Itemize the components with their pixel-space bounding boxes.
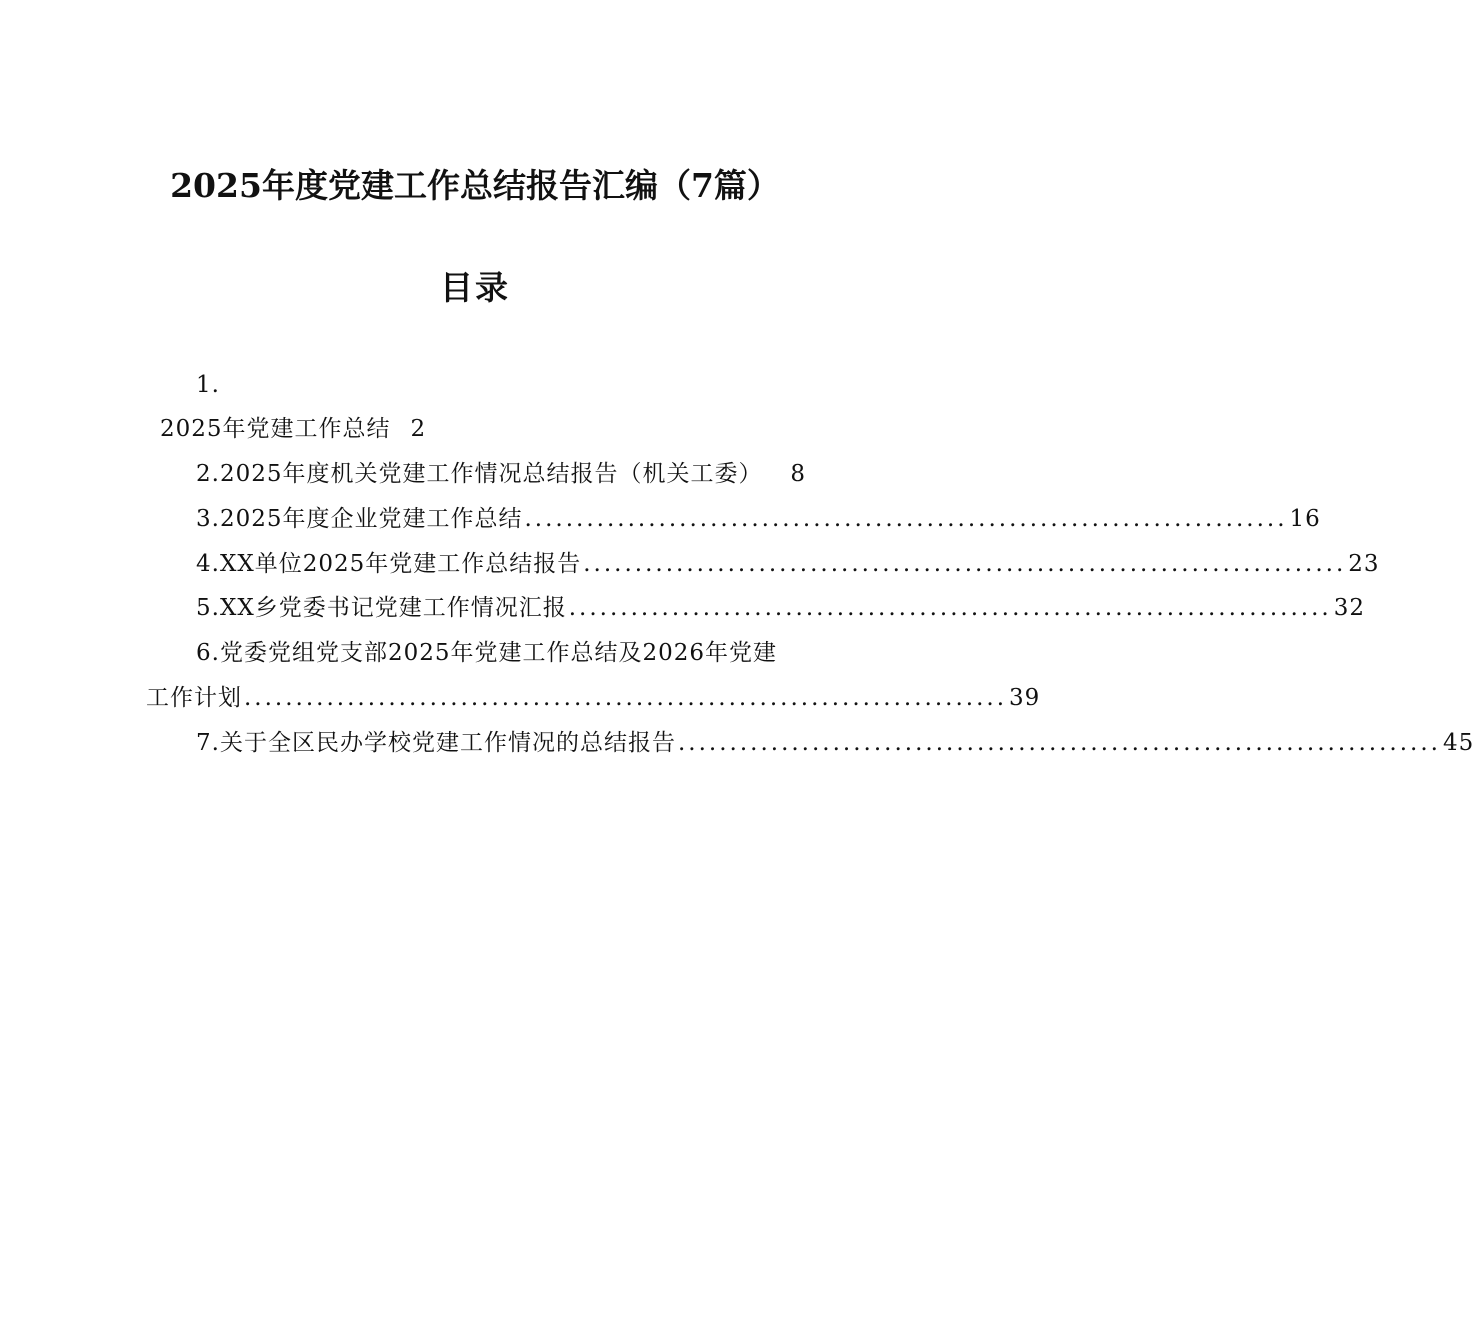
toc-leader-dots: ..........................................................................: [244, 685, 1008, 711]
toc-item-4-text: 4.XX单位2025年党建工作总结报告: [196, 551, 582, 577]
toc-item-3[interactable]: [196, 504, 1321, 534]
toc-item-4[interactable]: [196, 549, 1380, 579]
toc-item-7[interactable]: [196, 728, 1474, 758]
toc-leader-dots: ..........................................................................: [568, 595, 1332, 621]
toc-item-7-text: 7.关于全区民办学校党建工作情况的总结报告: [196, 730, 676, 756]
toc-item-5[interactable]: [196, 593, 1366, 623]
toc-leader-dots: ..........................................................................: [524, 506, 1288, 532]
toc-item-4-page: 23: [1348, 551, 1380, 577]
toc-item-2-text: 2.2025年度机关党建工作情况总结报告（机关工委）: [196, 461, 763, 487]
toc-item-6-page: 39: [1009, 685, 1041, 711]
toc-item-7-page: 45: [1442, 730, 1474, 756]
toc-item-6-text-line-1: 6.党委党组党支部2025年党建工作总结及2026年党建: [196, 640, 778, 666]
toc-item-1-text: 2025年党建工作总结: [160, 416, 391, 442]
toc-item-5-text: 5.XX乡党委书记党建工作情况汇报: [196, 595, 567, 621]
toc-item-3-page: 16: [1289, 506, 1321, 532]
toc-leader-dots: ..........................................................................: [677, 730, 1441, 756]
document-title: 2025年度党建工作总结报告汇编（7篇）: [170, 166, 780, 205]
toc-item-3-text: 3.2025年度企业党建工作总结: [196, 506, 523, 532]
toc-item-2[interactable]: [196, 459, 806, 489]
toc-item-6-line-1[interactable]: [196, 638, 806, 668]
toc-item-1[interactable]: [160, 414, 426, 444]
toc-item-6-text-line-2: 工作计划: [146, 685, 242, 711]
toc-item-1-page: 2: [410, 416, 427, 442]
toc-item-6-line-2[interactable]: [146, 683, 1041, 713]
toc-item-1-number[interactable]: 1.: [196, 372, 220, 398]
toc-leader-dots: ..........................................................................: [583, 551, 1347, 577]
toc-heading: 目录: [440, 268, 510, 307]
toc-item-2-page: 8: [790, 461, 806, 487]
toc-item-5-page: 32: [1333, 595, 1366, 621]
